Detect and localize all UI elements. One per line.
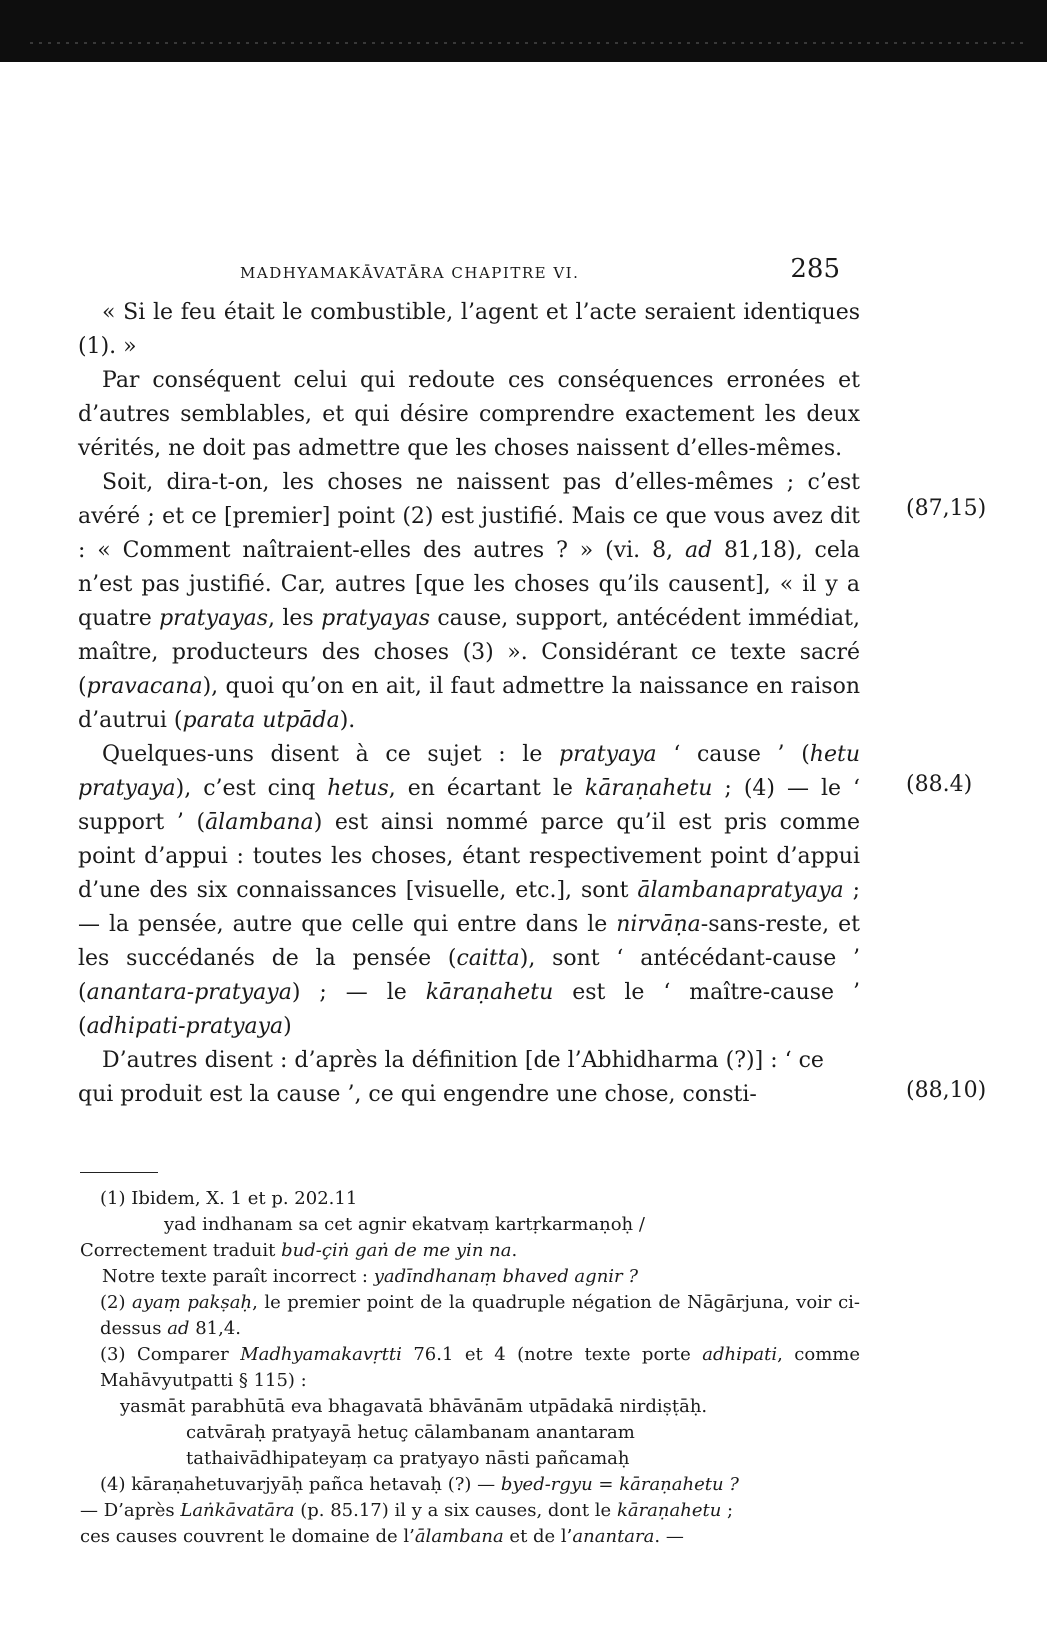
paragraph-4: Quelques-uns disent à ce sujet : le pratyaya ‘ cause ’ (hetu pratyaya), c’est cinq hetus, en écartant le kāraṇahetu ; (4) — le ‘ support ’ (ālambana) est ainsi nommé parce qu’il est pris comme point d’appui : toutes les choses, étant respectivement point d’appui d’une des six connaissances [visuelle, etc.], sont ālambanapratyaya ; — la pensée, autre que celle qui entre dans le nirvāṇa-sans-reste, et les succédanés de la pensée (caitta), sont ‘ antécédant-cause ’ (anantara-pratyaya) ; — le kāraṇahetu est le ‘ maître-cause ’ (adhipati-pratyaya) bbox=[78, 742, 860, 1039]
footnote-1-verse: yad indhanam sa cet agnir ekatvaṃ kartṛkarmaṇoḥ / bbox=[164, 1214, 645, 1235]
page-header bbox=[240, 254, 840, 290]
scan-border bbox=[0, 0, 1047, 62]
paragraph-1: « Si le feu était le combustible, l’agent et l’acte seraient identiques (1). » bbox=[78, 300, 860, 359]
footnote-1: (1) Ibidem, X. 1 et p. 202.11 bbox=[100, 1188, 358, 1209]
footnote-3-verse-2: tathaivādhipateyaṃ ca pratyayo nāsti pañcamaḥ bbox=[186, 1448, 630, 1469]
footnote-1-translation: Correctement traduit bud-çiṅ gaṅ de me yin na. bbox=[80, 1240, 518, 1261]
footnote-3-verse-1: catvāraḥ pratyayā hetuç cālambanam anantaram bbox=[186, 1422, 635, 1443]
paragraph-2: Par conséquent celui qui redoute ces conséquences erronées et d’autres semblables, et qui désire comprendre exactement les deux vérités, ne doit pas admettre que les choses naissent d’elles-mêmes. bbox=[78, 368, 860, 461]
footnote-1-remark: Notre texte paraît incorrect : yadīndhanaṃ bhaved agnir ? bbox=[102, 1266, 639, 1287]
footnotes bbox=[80, 1186, 860, 1550]
footnote-4: (4) kāraṇahetuvarjyāḥ pañca hetavaḥ (?) — byed-rgyu = kāraṇahetu ? bbox=[100, 1474, 739, 1495]
main-text bbox=[78, 296, 860, 1112]
margin-note-3: (88,10) bbox=[906, 1078, 987, 1103]
margin-note-2: (88.4) bbox=[906, 772, 973, 797]
footnote-rule bbox=[80, 1172, 158, 1173]
running-title: MADHYAMAKĀVATĀRA CHAPITRE VI. bbox=[240, 264, 580, 282]
margin-note-1: (87,15) bbox=[906, 496, 987, 521]
paragraph-5: D’autres disent : d’après la définition [de l’Abhidharma (?)] : ‘ ce qui produit est la cause ’, ce qui engendre une chose, consti- bbox=[78, 1048, 824, 1107]
footnote-3: (3) Comparer Madhyamakavṛtti 76.1 et 4 (notre texte porte adhipati, comme Mahāvyutpatti § 115) : bbox=[100, 1344, 861, 1391]
footnote-4-end: ces causes couvrent le domaine de l’ālambana et de l’anantara. — bbox=[80, 1526, 684, 1547]
footnote-4-cont: — D’après Laṅkāvatāra (p. 85.17) il y a six causes, dont le kāraṇahetu ; bbox=[80, 1500, 734, 1521]
footnote-2: (2) ayaṃ pakṣaḥ, le premier point de la quadruple négation de Nāgārjuna, voir ci-dessus ad 81,4. bbox=[100, 1292, 860, 1339]
page-number: 285 bbox=[790, 254, 840, 284]
footnote-3-quote: yasmāt parabhūtā eva bhagavatā bhāvānām utpādakā nirdiṣṭāḥ. bbox=[120, 1396, 708, 1417]
paragraph-3: Soit, dira-t-on, les choses ne naissent pas d’elles-mêmes ; c’est avéré ; et ce [premier] point (2) est justifié. Mais ce que vous avez dit : « Comment naîtraient-elles des autres ? » (vi. 8, ad 81,18), cela n’est pas justifié. Car, autres [que les choses qu’ils causent], « il y a quatre pratyayas, les pratyayas cause, support, antécédent immédiat, maître, producteurs des choses (3) ». Considérant ce texte sacré (pravacana), quoi qu’on en ait, il faut admettre la naissance en raison d’autrui (parata utpāda). bbox=[78, 470, 860, 733]
